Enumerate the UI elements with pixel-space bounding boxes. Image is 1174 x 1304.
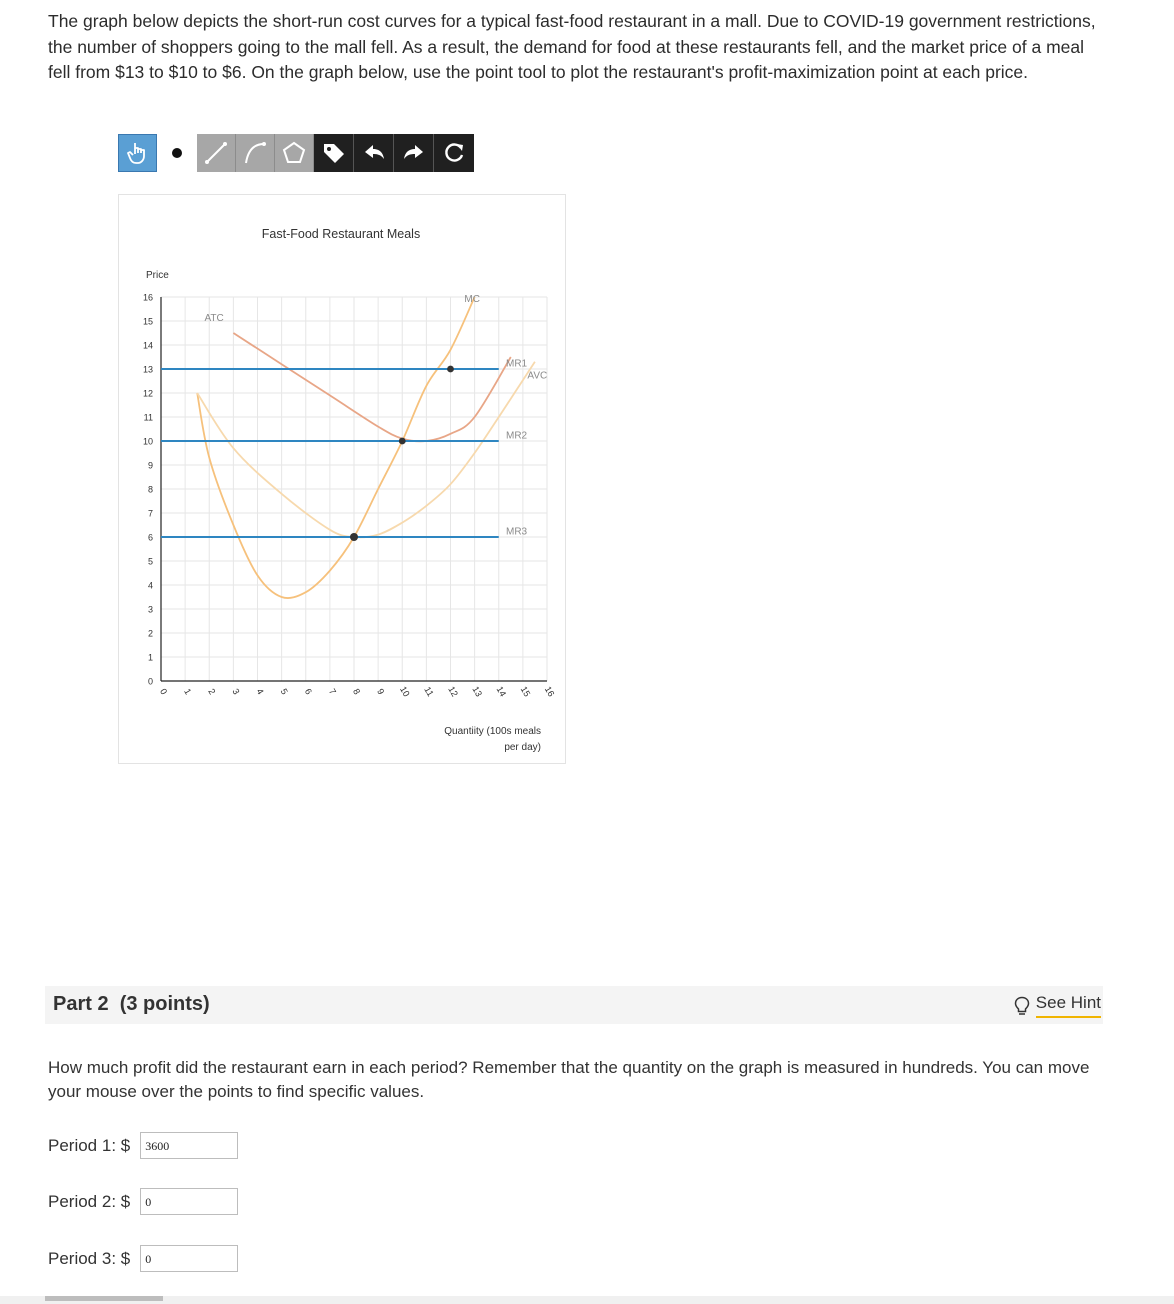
profit-max-point-1 <box>447 366 454 373</box>
y-tick-label-8: 8 <box>147 484 153 495</box>
mr2-label: MR2 <box>505 430 528 442</box>
x-tick-label-5: 5 <box>278 686 290 697</box>
y-tick-label-4: 4 <box>147 580 153 591</box>
atc-label: ATC <box>204 313 224 324</box>
x-tick-label-2: 2 <box>206 686 218 697</box>
part-title <box>53 993 210 1016</box>
polygon-tool[interactable] <box>275 134 314 172</box>
chart-title: Fast-Food Restaurant Meals <box>261 227 421 241</box>
reset-button[interactable] <box>434 134 474 172</box>
dot-icon <box>170 146 184 160</box>
part-points: (3 points) <box>119 993 210 1015</box>
period-1-input[interactable]: 3600 <box>140 1132 238 1159</box>
curve-tool[interactable] <box>236 134 275 172</box>
y-tick-label-10: 10 <box>142 436 153 447</box>
horizontal-scrollbar-thumb[interactable] <box>45 1296 163 1301</box>
answer-row-period-2 <box>48 1188 238 1215</box>
profit-max-point-2 <box>399 438 406 445</box>
reset-icon <box>441 140 467 166</box>
avc-label: AVC <box>527 370 548 382</box>
answer-row-period-3 <box>48 1245 238 1272</box>
mc-curve <box>197 297 474 598</box>
x-tick-label-10: 10 <box>398 684 412 699</box>
tag-icon <box>321 140 347 166</box>
y-tick-label-11: 11 <box>143 412 153 423</box>
y-tick-label-0: 0 <box>147 676 153 687</box>
y-tick-label-5: 5 <box>147 556 153 567</box>
undo-arrow-icon <box>361 140 387 166</box>
mc-label: MC <box>464 293 480 305</box>
y-axis-label: Price <box>146 270 169 281</box>
x-tick-label-16: 16 <box>542 684 557 699</box>
y-tick-label-2: 2 <box>147 628 153 639</box>
atc-curve <box>233 333 510 441</box>
label-tool[interactable] <box>314 134 354 172</box>
x-tick-label-13: 13 <box>470 684 485 699</box>
x-axis-label-line-2: per day) <box>504 742 541 753</box>
x-tick-label-8: 8 <box>351 686 363 697</box>
period-2-label: Period 2: $ <box>48 1191 131 1211</box>
redo-button[interactable] <box>394 134 434 172</box>
line-segment-icon <box>203 140 229 166</box>
mr3-label: MR3 <box>505 526 528 538</box>
undo-button[interactable] <box>354 134 394 172</box>
x-tick-label-12: 12 <box>446 684 460 699</box>
y-tick-label-9: 9 <box>147 460 153 471</box>
avc-curve <box>197 362 535 538</box>
part-header <box>45 986 1103 1024</box>
x-tick-label-6: 6 <box>302 686 314 697</box>
x-tick-label-14: 14 <box>494 684 509 699</box>
profit-max-point-3 <box>350 533 358 541</box>
graph-toolbar <box>118 134 474 172</box>
lightbulb-icon <box>1014 996 1030 1016</box>
y-tick-label-3: 3 <box>147 604 153 615</box>
part-number: Part 2 <box>53 993 109 1015</box>
period-2-input[interactable]: 0 <box>140 1188 238 1215</box>
period-3-label: Period 3: $ <box>48 1248 131 1268</box>
select-tool[interactable] <box>118 134 157 172</box>
y-tick-label-1: 1 <box>147 652 153 663</box>
curve-icon <box>242 140 268 166</box>
period-3-input[interactable]: 0 <box>140 1245 238 1272</box>
pentagon-icon <box>281 140 307 166</box>
graph-panel[interactable] <box>118 194 566 764</box>
y-tick-label-7: 7 <box>147 508 153 519</box>
mr1-label: MR1 <box>505 358 528 370</box>
redo-arrow-icon <box>401 140 427 166</box>
y-tick-label-12: 12 <box>142 388 153 399</box>
x-tick-label-3: 3 <box>230 686 242 697</box>
cost-curves-chart[interactable] <box>119 195 567 765</box>
y-tick-label-13: 13 <box>142 364 153 375</box>
x-tick-label-15: 15 <box>518 684 533 699</box>
line-tool[interactable] <box>197 134 236 172</box>
hand-pointer-icon <box>127 141 149 165</box>
see-hint-label[interactable]: See Hint <box>1036 993 1101 1018</box>
see-hint-button[interactable] <box>1014 993 1101 1018</box>
question-text: The graph below depicts the short-run cost curves for a typical fast-food restaurant in a mall. Due to COVID-19 government restrictions, the number of shoppers going to the mall fell. As a result, the demand for food at these restaurants fell, and the market price of a meal fell from $13 to $10 to $6. On the graph below, use the point tool to plot the restaurant's profit-maximization point at each price. <box>48 11 1096 82</box>
profit-question: How much profit did the restaurant earn in each period? Remember that the quantity on the graph is measured in hundreds. You can move your mouse over the points to find specific values. <box>48 1058 1090 1101</box>
x-tick-label-7: 7 <box>326 686 339 697</box>
horizontal-scrollbar-track[interactable] <box>0 1296 1174 1304</box>
point-tool[interactable] <box>157 134 197 172</box>
y-tick-label-14: 14 <box>142 340 153 351</box>
x-tick-label-11: 11 <box>422 684 436 699</box>
x-tick-label-0: 0 <box>158 686 170 697</box>
y-tick-label-15: 15 <box>142 316 153 327</box>
x-axis-label-line-1: Quantiity (100s meals <box>444 726 541 737</box>
x-tick-label-1: 1 <box>182 686 194 697</box>
answer-row-period-1 <box>48 1132 238 1159</box>
y-tick-label-16: 16 <box>142 292 153 303</box>
y-tick-label-6: 6 <box>147 532 153 543</box>
period-1-label: Period 1: $ <box>48 1135 131 1155</box>
x-tick-label-4: 4 <box>254 686 266 697</box>
x-tick-label-9: 9 <box>375 686 387 697</box>
